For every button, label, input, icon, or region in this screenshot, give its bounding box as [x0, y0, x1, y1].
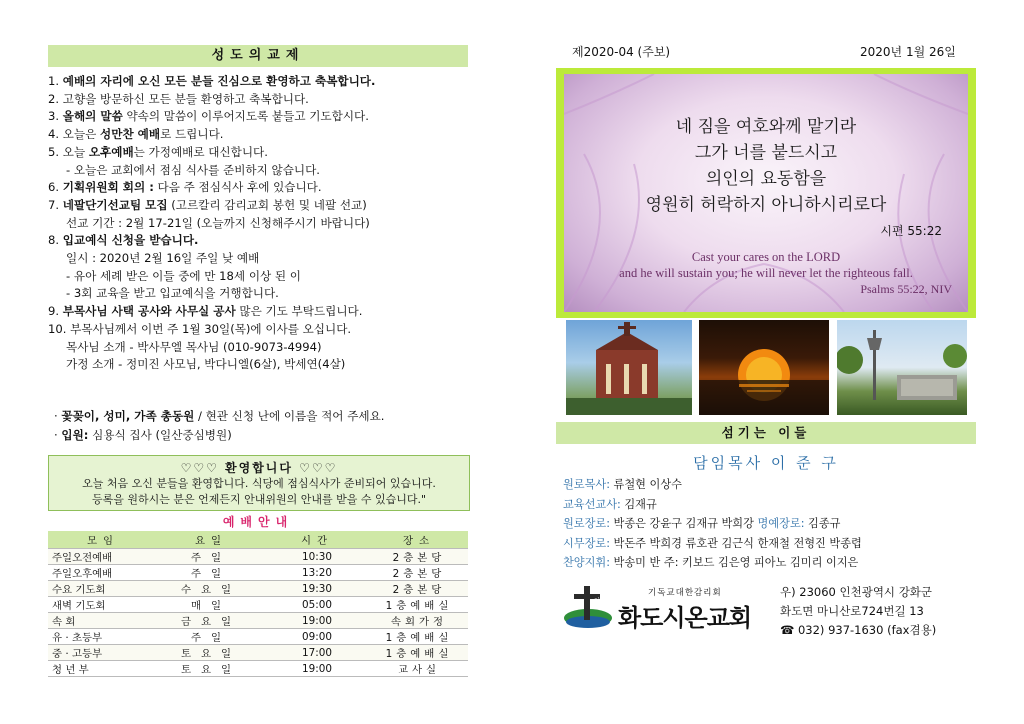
prayer-text: / 현관 신청 난에 이름을 적어 주세요. [194, 409, 385, 423]
verse-en-line-2: and he will sustain you; he will never let the righteous fall. [619, 266, 913, 280]
staff-role: 원로장로: [563, 517, 610, 530]
place-cell: 2층본당 [370, 581, 468, 597]
monument-photo [837, 320, 967, 415]
table-row [48, 597, 468, 613]
staff-line [563, 555, 858, 571]
prayer-line [54, 408, 384, 425]
staff-role: 원로목사: [563, 478, 610, 491]
table-row [48, 549, 468, 565]
sun-illustration [699, 320, 829, 415]
notice-text: 는 가정예배로 대신합니다. [133, 144, 268, 159]
time-cell: 19:00 [264, 613, 370, 629]
notice-text: 고향을 방문하신 모든 분들 환영하고 축복합니다. [62, 91, 309, 106]
verse-en-reference: Psalms 55:22, NIV [860, 282, 952, 296]
address-line-2: 화도면 마니산로724번길 13 [780, 604, 924, 618]
table-row [48, 629, 468, 645]
worship-schedule-table [48, 531, 468, 677]
verse-ko-reference: 시편 55:22 [880, 224, 942, 238]
notice-line [48, 108, 369, 125]
notice-text: 로 드립니다. [160, 127, 224, 142]
col-header-day: 요일 [158, 531, 264, 549]
table-row [48, 613, 468, 629]
meeting-cell: 주일오후예배 [52, 568, 113, 580]
notice-text: 오늘은 [62, 127, 101, 142]
time-cell: 13:20 [302, 566, 332, 579]
notice-line [66, 215, 370, 232]
notice-number: 8. [48, 233, 63, 248]
verse-card [556, 68, 976, 318]
notice-text: - 오늘은 교회에서 점심 식사를 준비하지 않습니다. [66, 162, 320, 177]
prayer-text: 입원: [61, 428, 89, 442]
staff-names: 박송미 반 주: 키보드 김은영 피아노 김미리 이지은 [610, 556, 859, 569]
prayer-text: · [54, 409, 62, 423]
notice-line [48, 91, 309, 108]
notice-text: 성만찬 예배 [100, 127, 161, 142]
col-header-meeting: 모임 [48, 531, 158, 549]
prayer-text: · [54, 428, 62, 442]
place-cell: 1층예배실 [370, 645, 468, 661]
notice-text: 많은 기도 부탁드립니다. [235, 304, 363, 319]
table-row [48, 565, 468, 581]
verse-en-line-1: Cast your cares on the LORD [691, 250, 841, 264]
notice-number: 5. [48, 144, 63, 159]
notice-text: 네팔단기선교팀 모집 [62, 197, 168, 212]
staff-role: 찬양지휘: [563, 556, 610, 569]
verse-ko-line-2: 그가 너를 붙드시고 [694, 143, 838, 163]
welcome-line-1: 오늘 처음 오신 분들을 환영합니다. 식당에 점심식사가 준비되어 있습니다. [82, 477, 436, 490]
notice-number: 3. [48, 109, 63, 124]
verse-ko-line-1: 네 짐을 여호와께 맡기라 [675, 117, 857, 137]
day-cell: 주일 [190, 568, 232, 580]
logo-since: since 1905 [594, 596, 630, 604]
notice-line [66, 268, 301, 285]
notice-number: 1. [48, 74, 63, 88]
notice-text: 목사님 소개 - 박사무엘 목사님 (010-9073-4994) [66, 339, 322, 354]
staff-line [563, 536, 862, 552]
staff-line [563, 516, 840, 532]
notice-line [48, 126, 223, 143]
address-line-1: 우) 23060 인천광역시 강화군 [780, 585, 933, 599]
time-cell: 19:00 [302, 662, 332, 675]
meeting-cell: 수요 기도회 [48, 581, 158, 597]
notice-number: 4. [48, 127, 63, 142]
logo-denomination: 기독교대한감리회 [648, 588, 722, 598]
notice-text: 일시 : 2020년 2월 16일 주일 낮 예배 [66, 251, 260, 265]
staff-names: 류철현 이상수 [610, 478, 682, 491]
schedule-title: 예배안내 [222, 515, 294, 529]
staff-line [563, 497, 657, 513]
staff-names: 박돈주 박희경 류호관 김근식 한재철 전형진 박종렵 [610, 536, 862, 550]
notice-text: 부목사님 사택 공사와 사무실 공사 [62, 304, 236, 319]
place-cell: 속회가정 [370, 613, 468, 629]
place-cell: 2층본당 [370, 549, 468, 565]
notice-line [66, 339, 322, 356]
day-cell: 토요일 [180, 664, 242, 676]
servants-header: 섬기는 이들 [556, 422, 976, 444]
notice-text: 오후예배 [88, 144, 134, 159]
notice-text: 예배의 자리에 오신 모든 분들 진심으로 환영하고 축복합니다. [62, 74, 376, 88]
notice-text: 가정 소개 - 정미진 사모님, 박다니엘(6살), 박세연(4살) [66, 357, 346, 372]
notice-line [66, 356, 345, 373]
sunset-photo [699, 320, 829, 415]
table-row [48, 661, 468, 677]
notice-line [66, 250, 259, 267]
church-logo [562, 584, 772, 632]
notice-text: 올해의 말씀 [62, 109, 123, 124]
notice-number: 2. [48, 91, 63, 106]
meeting-cell: 주일오전예배 [48, 549, 158, 565]
time-cell: 10:30 [264, 549, 370, 565]
notices-header: 성도의교제 [48, 45, 468, 67]
logo-cross-icon [562, 584, 614, 630]
notice-text: 선교 기간 : 2월 17-21일 (오늘까지 신청해주시기 바랍니다) [66, 215, 370, 230]
time-cell: 19:30 [264, 581, 370, 597]
issue-number: 제2020-04 (주보) [572, 45, 671, 59]
time-cell: 17:00 [264, 645, 370, 661]
prayer-text: 심용식 집사 (일산중심병원) [88, 428, 232, 442]
meeting-cell: 유 · 초등부 [52, 632, 103, 644]
prayer-text: 꽃꽂이, 성미, 가족 총동원 [61, 409, 195, 423]
place-cell: 교사실 [397, 664, 441, 676]
meeting-cell: 속 회 [48, 613, 158, 629]
welcome-line-2: 등록을 원하시는 분은 언제든지 안내위원의 안내를 받을 수 있습니다." [91, 493, 427, 506]
verse-ko-line-4: 영원히 허락하지 아니하시리로다 [645, 195, 887, 215]
staff-role: 교육선교사: [563, 497, 621, 511]
col-header-time: 시간 [264, 531, 370, 549]
meeting-cell: 중 · 고등부 [48, 645, 158, 661]
staff-line [563, 477, 682, 493]
notice-line [48, 179, 322, 196]
staff-names: 박종은 강윤구 김재규 박희강 [610, 517, 758, 530]
notice-text: 오늘 [62, 144, 89, 159]
time-cell: 09:00 [302, 630, 332, 643]
day-cell: 매일 [190, 600, 232, 612]
notice-line [66, 162, 320, 179]
notice-text: - 3회 교육을 받고 입교예식을 거행합니다. [66, 286, 279, 301]
prayer-line [54, 427, 232, 444]
welcome-title: ♡♡♡ 환영합니다 ♡♡♡ [180, 461, 338, 475]
notice-line [66, 285, 279, 302]
table-row [48, 581, 468, 597]
staff-names: 김종규 [804, 517, 841, 530]
notice-text: 입교예식 신청을 받습니다. [62, 233, 199, 248]
welcome-box [48, 455, 470, 511]
col-header-place: 장소 [370, 531, 468, 549]
day-cell: 주일 [190, 632, 232, 644]
day-cell: 토요일 [158, 645, 264, 661]
day-cell: 금요일 [158, 613, 264, 629]
notice-text: (고르칼리 감리교회 봉헌 및 네팔 선교) [167, 197, 367, 212]
monument-illustration [837, 320, 967, 415]
notice-number: 6. [48, 180, 63, 195]
notice-number: 7. [48, 197, 63, 212]
meeting-cell: 청 년 부 [52, 664, 89, 676]
notice-text: 기획위원회 회의 : [62, 180, 154, 195]
staff-role: 명예장로: [757, 517, 805, 530]
notice-text: 다음 주 점심식사 후에 있습니다. [153, 180, 322, 195]
notice-number: 9. [48, 304, 63, 319]
phone-number: ☎ 032) 937-1630 (fax겸용) [780, 623, 937, 637]
logo-church-name: 화도시온교회 [618, 604, 752, 632]
notice-line [48, 144, 268, 161]
notice-line [48, 197, 367, 214]
notice-line [48, 303, 362, 320]
place-cell: 2층본당 [392, 568, 446, 580]
flower-background [564, 74, 968, 312]
verse-ko-line-3: 의인의 요동함을 [705, 169, 827, 189]
notice-text: 약속의 말씀이 이루어지도록 붙들고 기도합시다. [122, 109, 369, 124]
time-cell: 05:00 [302, 598, 332, 611]
notice-line [48, 321, 351, 338]
notice-text: - 유아 세례 받은 이들 중에 만 18세 이상 된 이 [66, 268, 301, 283]
day-cell: 수요일 [158, 581, 264, 597]
bulletin-date: 2020년 1월 26일 [860, 45, 956, 59]
notice-number: 10. [48, 321, 71, 336]
meeting-cell: 새벽 기도회 [52, 600, 106, 612]
notice-line [48, 73, 375, 90]
day-cell: 주일 [158, 549, 264, 565]
staff-names: 김재규 [620, 497, 657, 511]
notice-line [48, 232, 198, 249]
notice-text: 부목사님께서 이번 주 1월 30일(목)에 이사를 오십니다. [70, 321, 352, 336]
table-row [48, 645, 468, 661]
staff-role: 시무장로: [563, 536, 610, 550]
place-cell: 1층예배실 [385, 600, 453, 612]
place-cell: 1층예배실 [385, 632, 453, 644]
church-illustration [566, 320, 692, 415]
senior-pastor: 담임목사 이 준 구 [693, 454, 839, 472]
church-building-photo [566, 320, 692, 415]
